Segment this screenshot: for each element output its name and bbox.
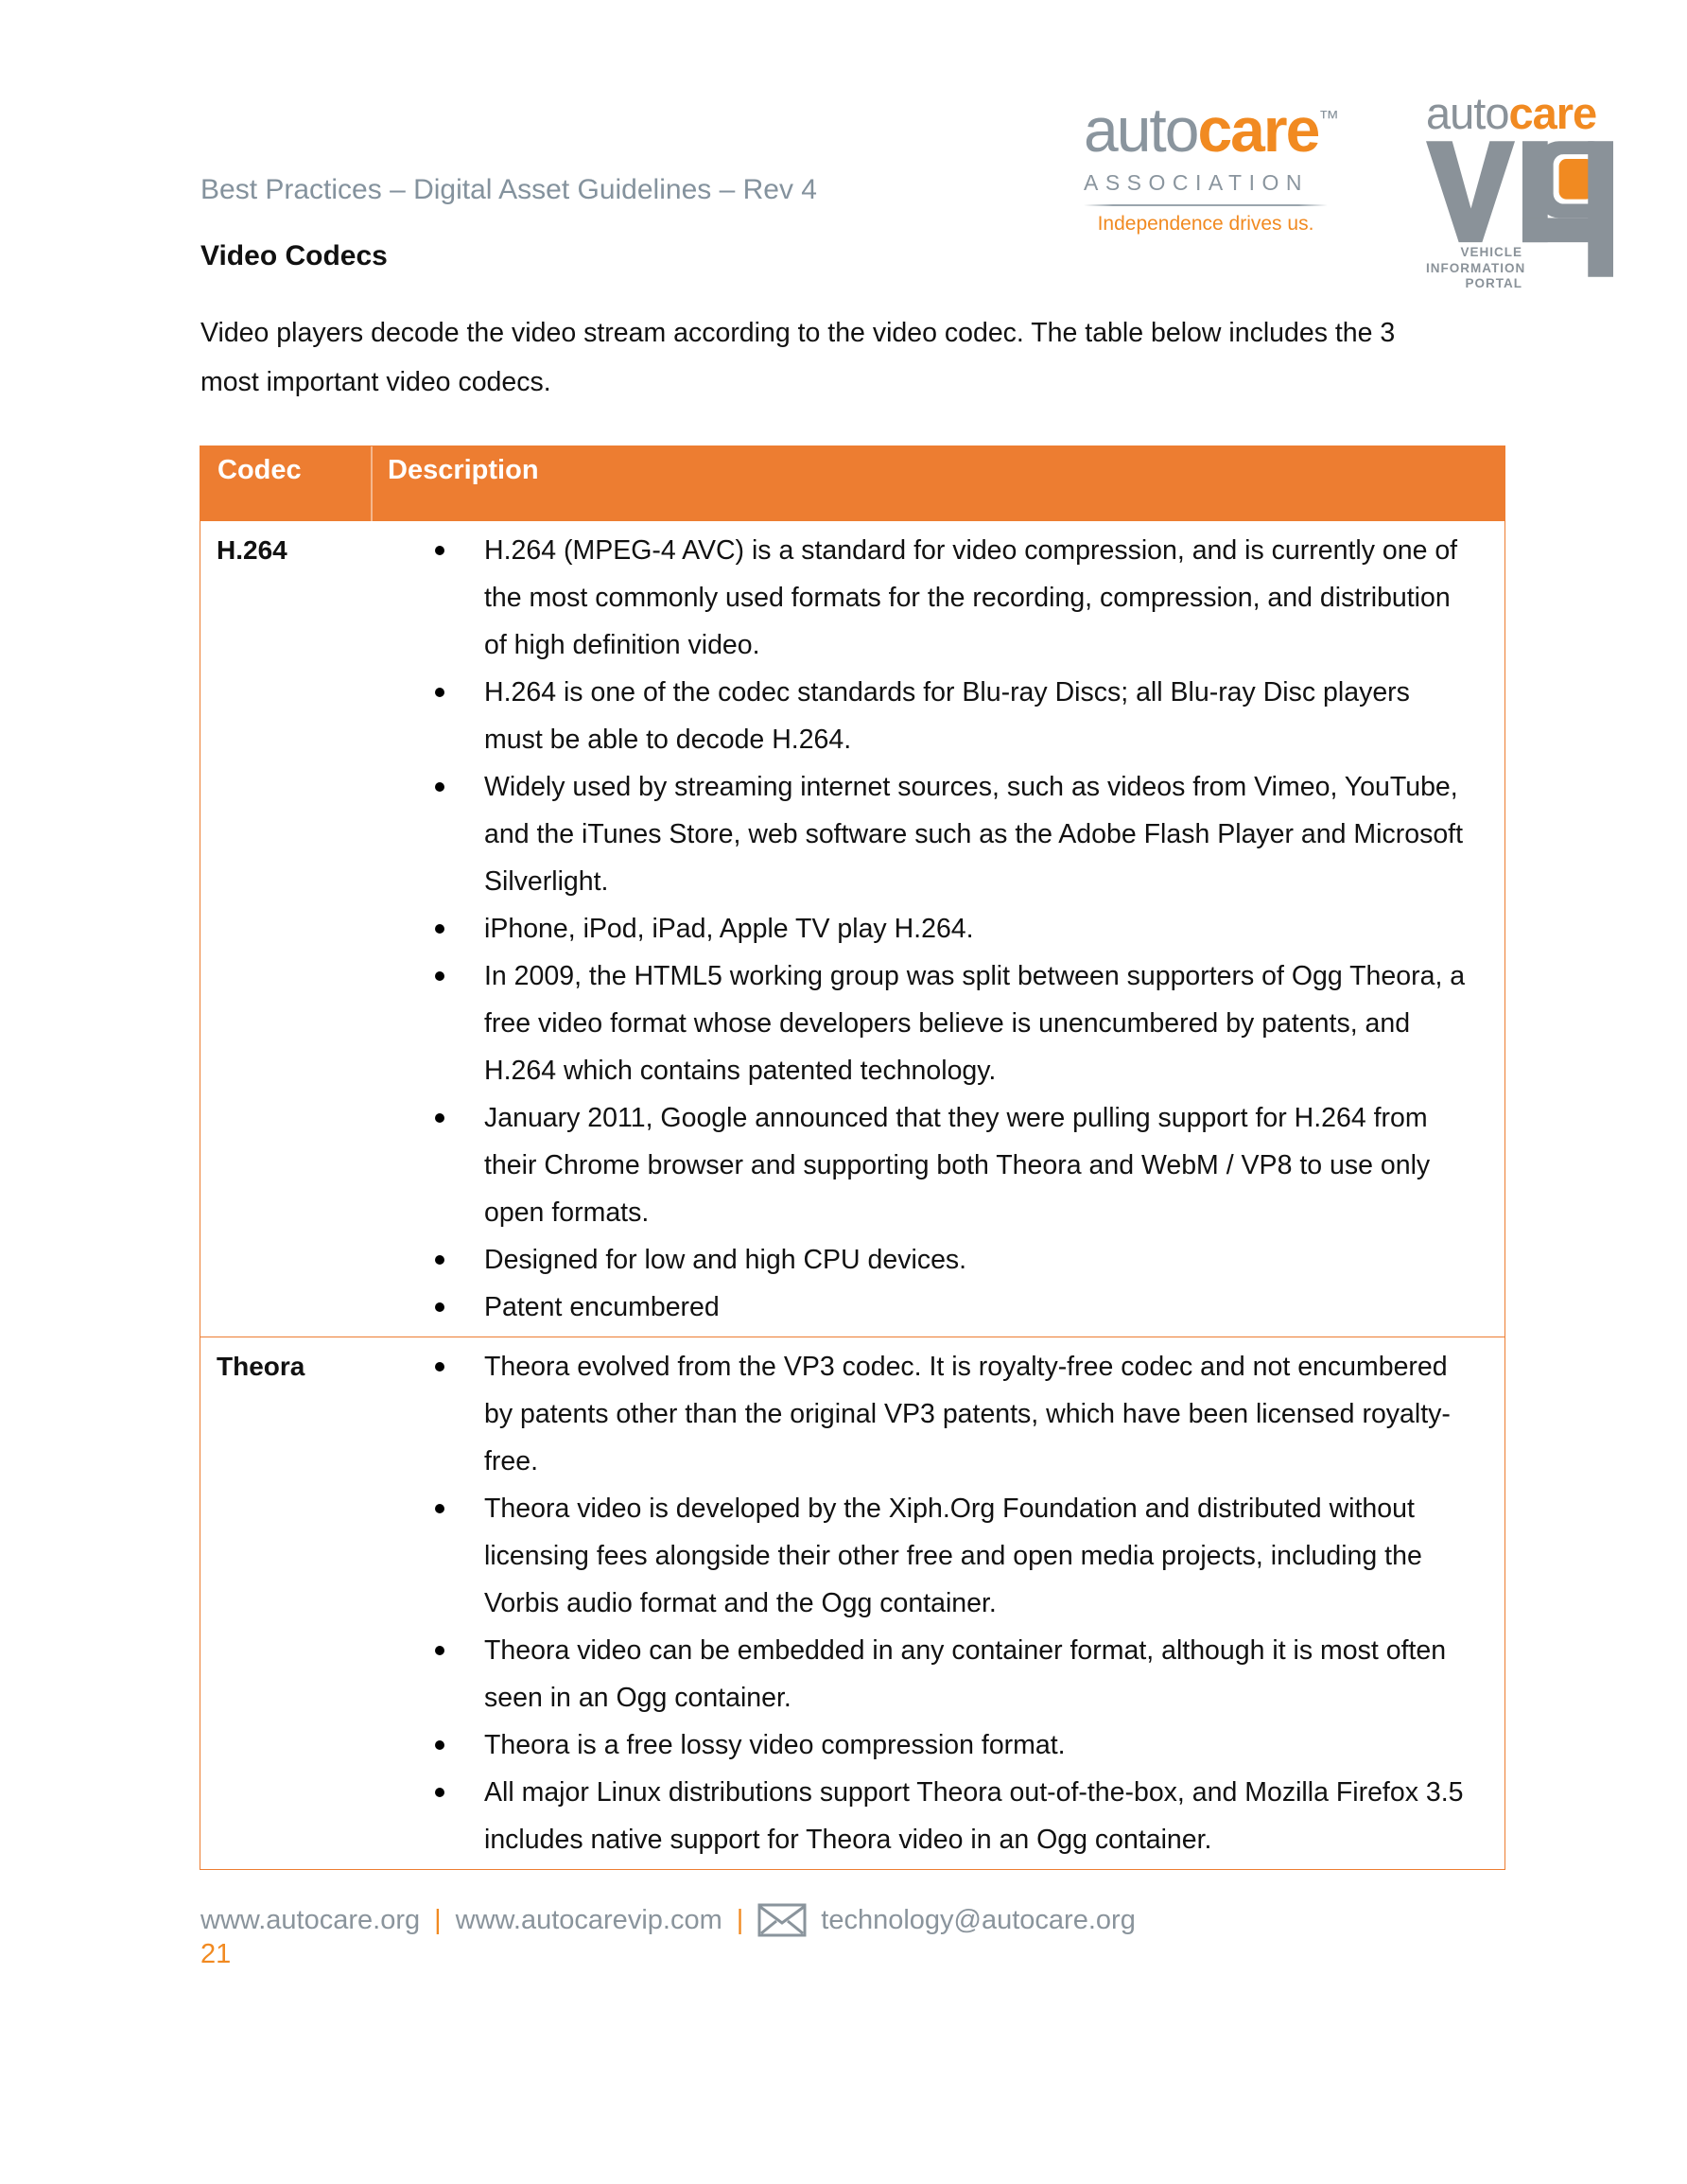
page-number: 21: [200, 1939, 232, 1969]
bullet-line: H.264 (MPEG-4 AVC) is a standard for video compression, and is currently one of: [484, 535, 1458, 566]
trademark-symbol: ™: [1318, 106, 1340, 130]
codec-cell: Theora: [217, 1352, 305, 1381]
wordmark-auto: auto: [1426, 88, 1509, 138]
description-cell: [371, 1337, 1504, 1869]
bullet-line: by patents other than the original VP3 patents, which have been licensed royalty-: [484, 1399, 1451, 1429]
bullet-line: iPhone, iPod, iPad, Apple TV play H.264.: [484, 914, 974, 944]
bullet-icon: [435, 688, 444, 697]
codec-cell: H.264: [217, 535, 287, 565]
wordmark-care: care: [1508, 88, 1597, 138]
bullet-item: [371, 1284, 1497, 1331]
bullet-line: Theora evolved from the VP3 codec. It is royalty-free codec and not encumbered: [484, 1352, 1448, 1382]
association-label: ASSOCIATION: [1084, 170, 1309, 195]
bullet-item: [371, 669, 1497, 763]
bullet-line: free video format whose developers believe is unencumbered by patents, and: [484, 1008, 1411, 1039]
bullet-line: includes native support for Theora video in an Ogg container.: [484, 1825, 1212, 1855]
intro-line: Video players decode the video stream according to the video codec. The table below includes the 3: [200, 318, 1396, 348]
bullet-icon: [435, 1740, 444, 1750]
bullet-item: [371, 1094, 1497, 1236]
intro-line: most important video codecs.: [200, 367, 551, 397]
description-cell: [371, 521, 1504, 1337]
footer-link-autocare[interactable]: www.autocare.org: [200, 1904, 421, 1935]
bullet-item: [371, 1236, 1497, 1284]
bullet-item: [371, 527, 1497, 669]
bullet-line: Silverlight.: [484, 866, 609, 897]
bullet-item: [371, 952, 1497, 1094]
bullet-icon: [435, 782, 444, 792]
bullet-line: All major Linux distributions support Theora out-of-the-box, and Mozilla Firefox 3.5: [484, 1777, 1464, 1808]
vip-caption-line: INFORMATION: [1426, 260, 1526, 275]
bullet-line: open formats.: [484, 1197, 650, 1228]
bullet-item: [371, 1769, 1497, 1863]
bullet-icon: [435, 1302, 444, 1312]
bullet-line: H.264 is one of the codec standards for Blu-ray Discs; all Blu-ray Disc players: [484, 677, 1410, 708]
bullet-line: must be able to decode H.264.: [484, 725, 852, 755]
bullet-item: [371, 1485, 1497, 1627]
intro-paragraph: [200, 308, 1395, 407]
bullet-icon: [435, 1362, 444, 1372]
bullet-icon: [435, 971, 444, 981]
bullet-icon: [435, 1255, 444, 1265]
vip-wordmark: [1426, 88, 1613, 138]
bullet-line: Vorbis audio format and the Ogg container.: [484, 1588, 997, 1618]
email-icon: [757, 1903, 807, 1937]
bullet-line: Theora video can be embedded in any container format, although it is most often: [484, 1635, 1447, 1666]
logo-divider-line: [1084, 204, 1328, 206]
codec-table: [200, 446, 1505, 1870]
footer-separator: |: [736, 1904, 744, 1935]
document-header-title: Best Practices – Digital Asset Guidelines – Rev 4: [200, 174, 817, 205]
bullet-icon: [435, 546, 444, 555]
logo-tagline: Independence drives us.: [1097, 213, 1314, 235]
bullet-line: their Chrome browser and supporting both Theora and WebM / VP8 to use only: [484, 1150, 1431, 1180]
bullet-line: free.: [484, 1446, 539, 1476]
bullet-line: Widely used by streaming internet sources, such as videos from Vimeo, YouTube,: [484, 772, 1458, 802]
bullet-icon: [435, 1788, 444, 1797]
wordmark-auto: auto: [1084, 95, 1198, 165]
table-body: [200, 521, 1504, 1869]
bullet-line: H.264 which contains patented technology.: [484, 1056, 997, 1086]
bullet-item: [371, 1627, 1497, 1721]
bullet-line: Patent encumbered: [484, 1292, 720, 1322]
table-row: [200, 521, 1504, 1337]
autocare-vip-logo: [1426, 88, 1613, 290]
bullet-item: [371, 1721, 1497, 1769]
column-header-description: Description: [371, 446, 1504, 521]
footer-separator: |: [434, 1904, 442, 1935]
bullet-line: Theora video is developed by the Xiph.Org Foundation and distributed without: [484, 1494, 1415, 1524]
vip-caption-line: VEHICLE: [1460, 245, 1522, 259]
bullet-line: and the iTunes Store, web software such as the Adobe Flash Player and Microsoft: [484, 819, 1464, 849]
autocare-association-logo: [1084, 95, 1343, 236]
footer-email-link[interactable]: technology@autocare.org: [821, 1904, 1136, 1935]
section-title: Video Codecs: [200, 240, 388, 271]
bullet-icon: [435, 924, 444, 934]
bullet-icon: [435, 1646, 444, 1655]
bullet-line: the most commonly used formats for the recording, compression, and distribution: [484, 583, 1451, 613]
bullet-icon: [435, 1504, 444, 1513]
vip-caption: [1426, 245, 1526, 292]
bullet-icon: [435, 1113, 444, 1123]
bullet-line: licensing fees alongside their other free and open media projects, including the: [484, 1541, 1422, 1571]
bullet-item: [371, 905, 1497, 952]
bullet-item: [371, 1343, 1497, 1485]
table-header-row: [200, 446, 1504, 521]
bullet-line: seen in an Ogg container.: [484, 1683, 791, 1713]
wordmark-care: care: [1197, 95, 1319, 165]
bullet-line: January 2011, Google announced that they were pulling support for H.264 from: [484, 1103, 1428, 1133]
bullet-line: Theora is a free lossy video compression format.: [484, 1730, 1066, 1760]
bullet-item: [371, 763, 1497, 905]
bullet-line: of high definition video.: [484, 630, 760, 660]
table-row: [200, 1337, 1504, 1869]
bullet-line: In 2009, the HTML5 working group was split between supporters of Ogg Theora, a: [484, 961, 1466, 991]
bullet-line: Designed for low and high CPU devices.: [484, 1245, 967, 1275]
column-header-codec: Codec: [217, 455, 302, 485]
page-footer: [200, 1903, 1136, 1937]
footer-link-autocarevip[interactable]: www.autocarevip.com: [455, 1904, 722, 1935]
vip-caption-line: PORTAL: [1465, 276, 1522, 290]
autocare-wordmark: [1084, 95, 1343, 165]
